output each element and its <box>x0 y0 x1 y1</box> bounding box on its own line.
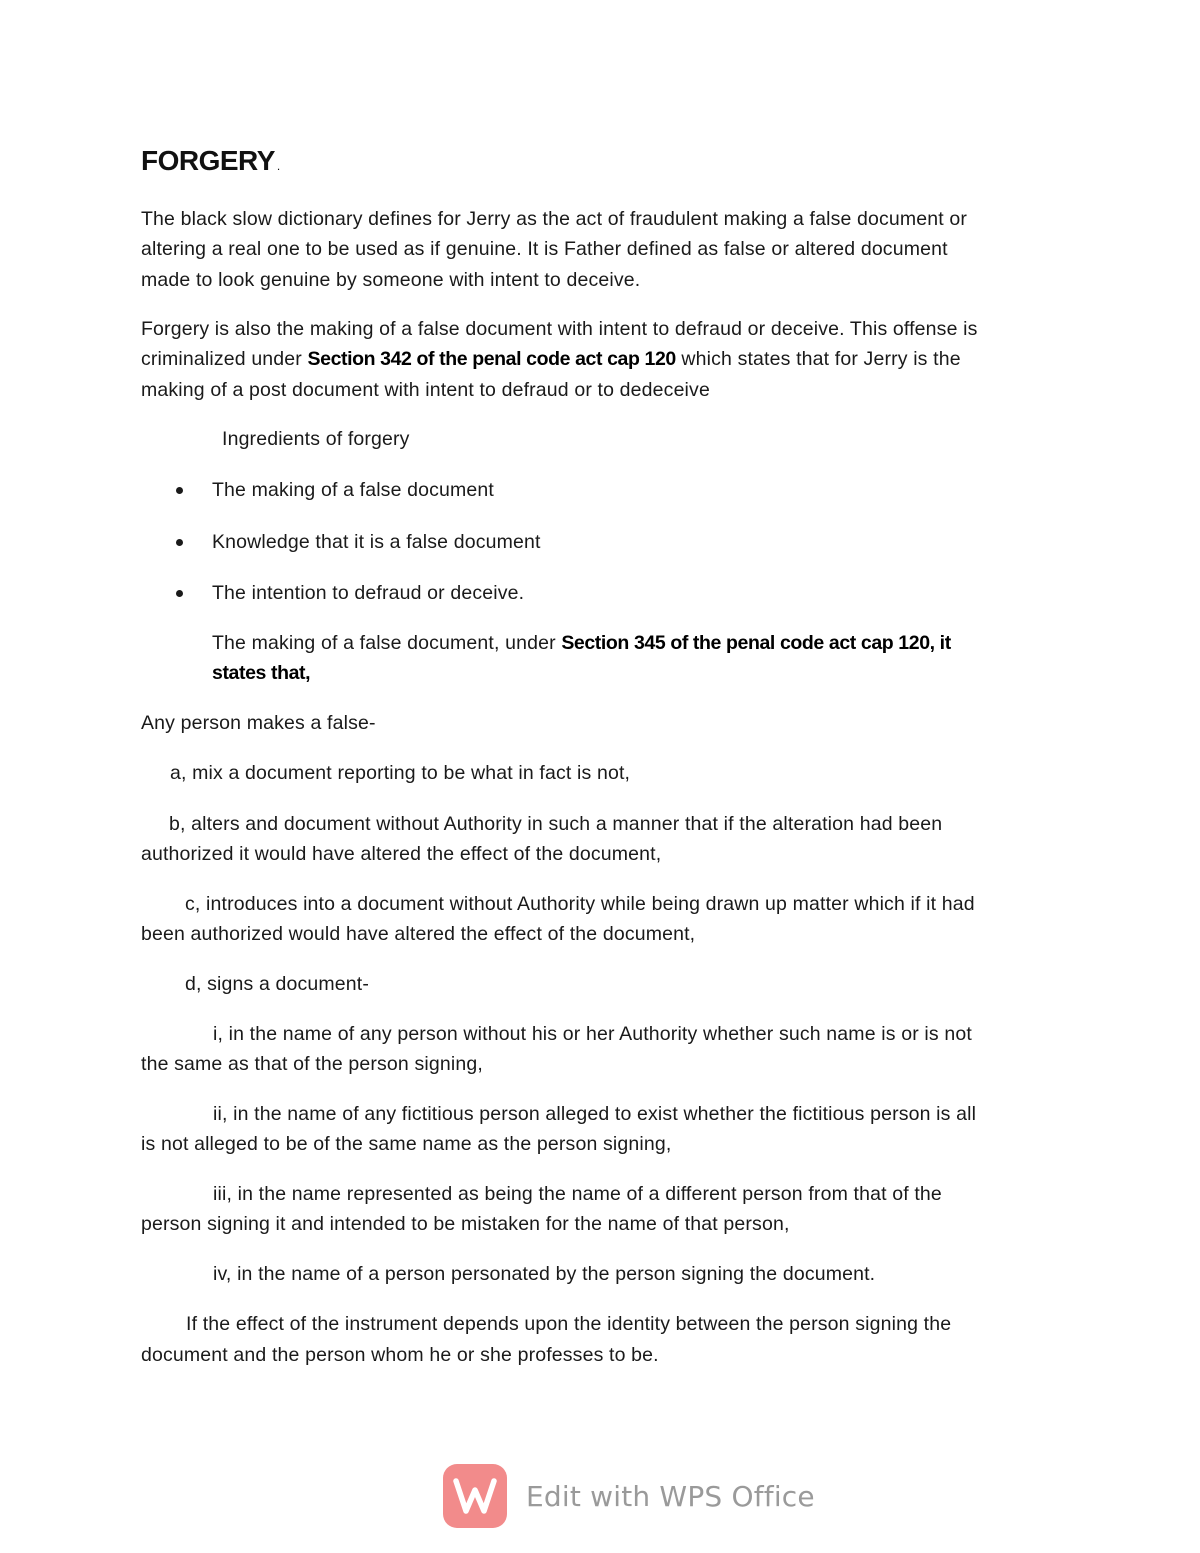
sub-clause-ii-line-1: ii, in the name of any fictitious person alleged to exist whether the fictitious person is all <box>213 1103 977 1125</box>
sub-clause-iii-line-2: person signing it and intended to be mistaken for the name of that person, <box>141 1213 790 1235</box>
clause-c-line-1: c, introduces into a document without Authority while being drawn up matter which if it had <box>185 893 975 915</box>
paragraph-1-line-3: made to look genuine by someone with intent to deceive. <box>141 269 641 291</box>
clause-c-line-2: been authorized would have altered the effect of the document, <box>141 923 696 945</box>
sub-clause-iii-line-1: iii, in the name represented as being the name of a different person from that of the <box>213 1183 942 1205</box>
wps-logo-icon <box>443 1464 507 1528</box>
paragraph-2-line-2 <box>141 344 961 374</box>
section-345-intro: The making of a false document, under <box>212 632 562 654</box>
ingredient-item-2: Knowledge that it is a false document <box>212 531 541 553</box>
paragraph-1-line-2: altering a real one to be used as if genuine. It is Father defined as false or altered document <box>141 238 948 260</box>
paragraph-1-line-1: The black slow dictionary defines for Jerry as the act of fraudulent making a false document or <box>141 208 968 230</box>
ingredients-heading: Ingredients of forgery <box>222 428 410 450</box>
sub-clause-i-line-1: i, in the name of any person without his or her Authority whether such name is or is not <box>213 1023 972 1045</box>
paragraph-2-text-end: which states that for Jerry is the <box>675 348 961 370</box>
bullet-icon <box>176 539 183 546</box>
sub-clause-iv: iv, in the name of a person personated by the person signing the document. <box>213 1263 876 1285</box>
title-text: FORGERY <box>141 145 275 176</box>
bullet-icon <box>176 487 183 494</box>
wps-watermark[interactable] <box>443 1464 815 1528</box>
section-342-reference: Section 342 of the penal code act cap 120 <box>307 348 676 370</box>
any-person-line: Any person makes a false- <box>141 712 376 734</box>
title-mark: . <box>276 159 280 173</box>
section-345-line-2: states that, <box>212 662 311 684</box>
bullet-icon <box>176 590 183 597</box>
final-paragraph-line-2: document and the person whom he or she professes to be. <box>141 1344 659 1366</box>
paragraph-2-line-1: Forgery is also the making of a false document with intent to defraud or deceive. This offense is <box>141 318 978 340</box>
sub-clause-ii-line-2: is not alleged to be of the same name as the person signing, <box>141 1133 672 1155</box>
final-paragraph-line-1: If the effect of the instrument depends upon the identity between the person signing the <box>186 1313 952 1335</box>
paragraph-2-line-3: making of a post document with intent to defraud or to dedeceive <box>141 379 710 401</box>
sub-clause-i-line-2: the same as that of the person signing, <box>141 1053 483 1075</box>
section-345-reference: Section 345 of the penal code act cap 120, it <box>561 632 951 654</box>
ingredient-item-1: The making of a false document <box>212 479 494 501</box>
paragraph-2-text: criminalized under <box>141 348 308 370</box>
clause-a: a, mix a document reporting to be what in fact is not, <box>170 762 631 784</box>
clause-b-line-2: authorized it would have altered the effect of the document, <box>141 843 662 865</box>
section-345-line-1 <box>212 628 951 658</box>
clause-d: d, signs a document- <box>185 973 370 995</box>
document-title <box>141 143 280 184</box>
ingredient-item-3: The intention to defraud or deceive. <box>212 582 525 604</box>
clause-b-line-1: b, alters and document without Authority in such a manner that if the alteration had been <box>169 813 943 835</box>
wps-watermark-text: Edit with WPS Office <box>526 1479 815 1513</box>
